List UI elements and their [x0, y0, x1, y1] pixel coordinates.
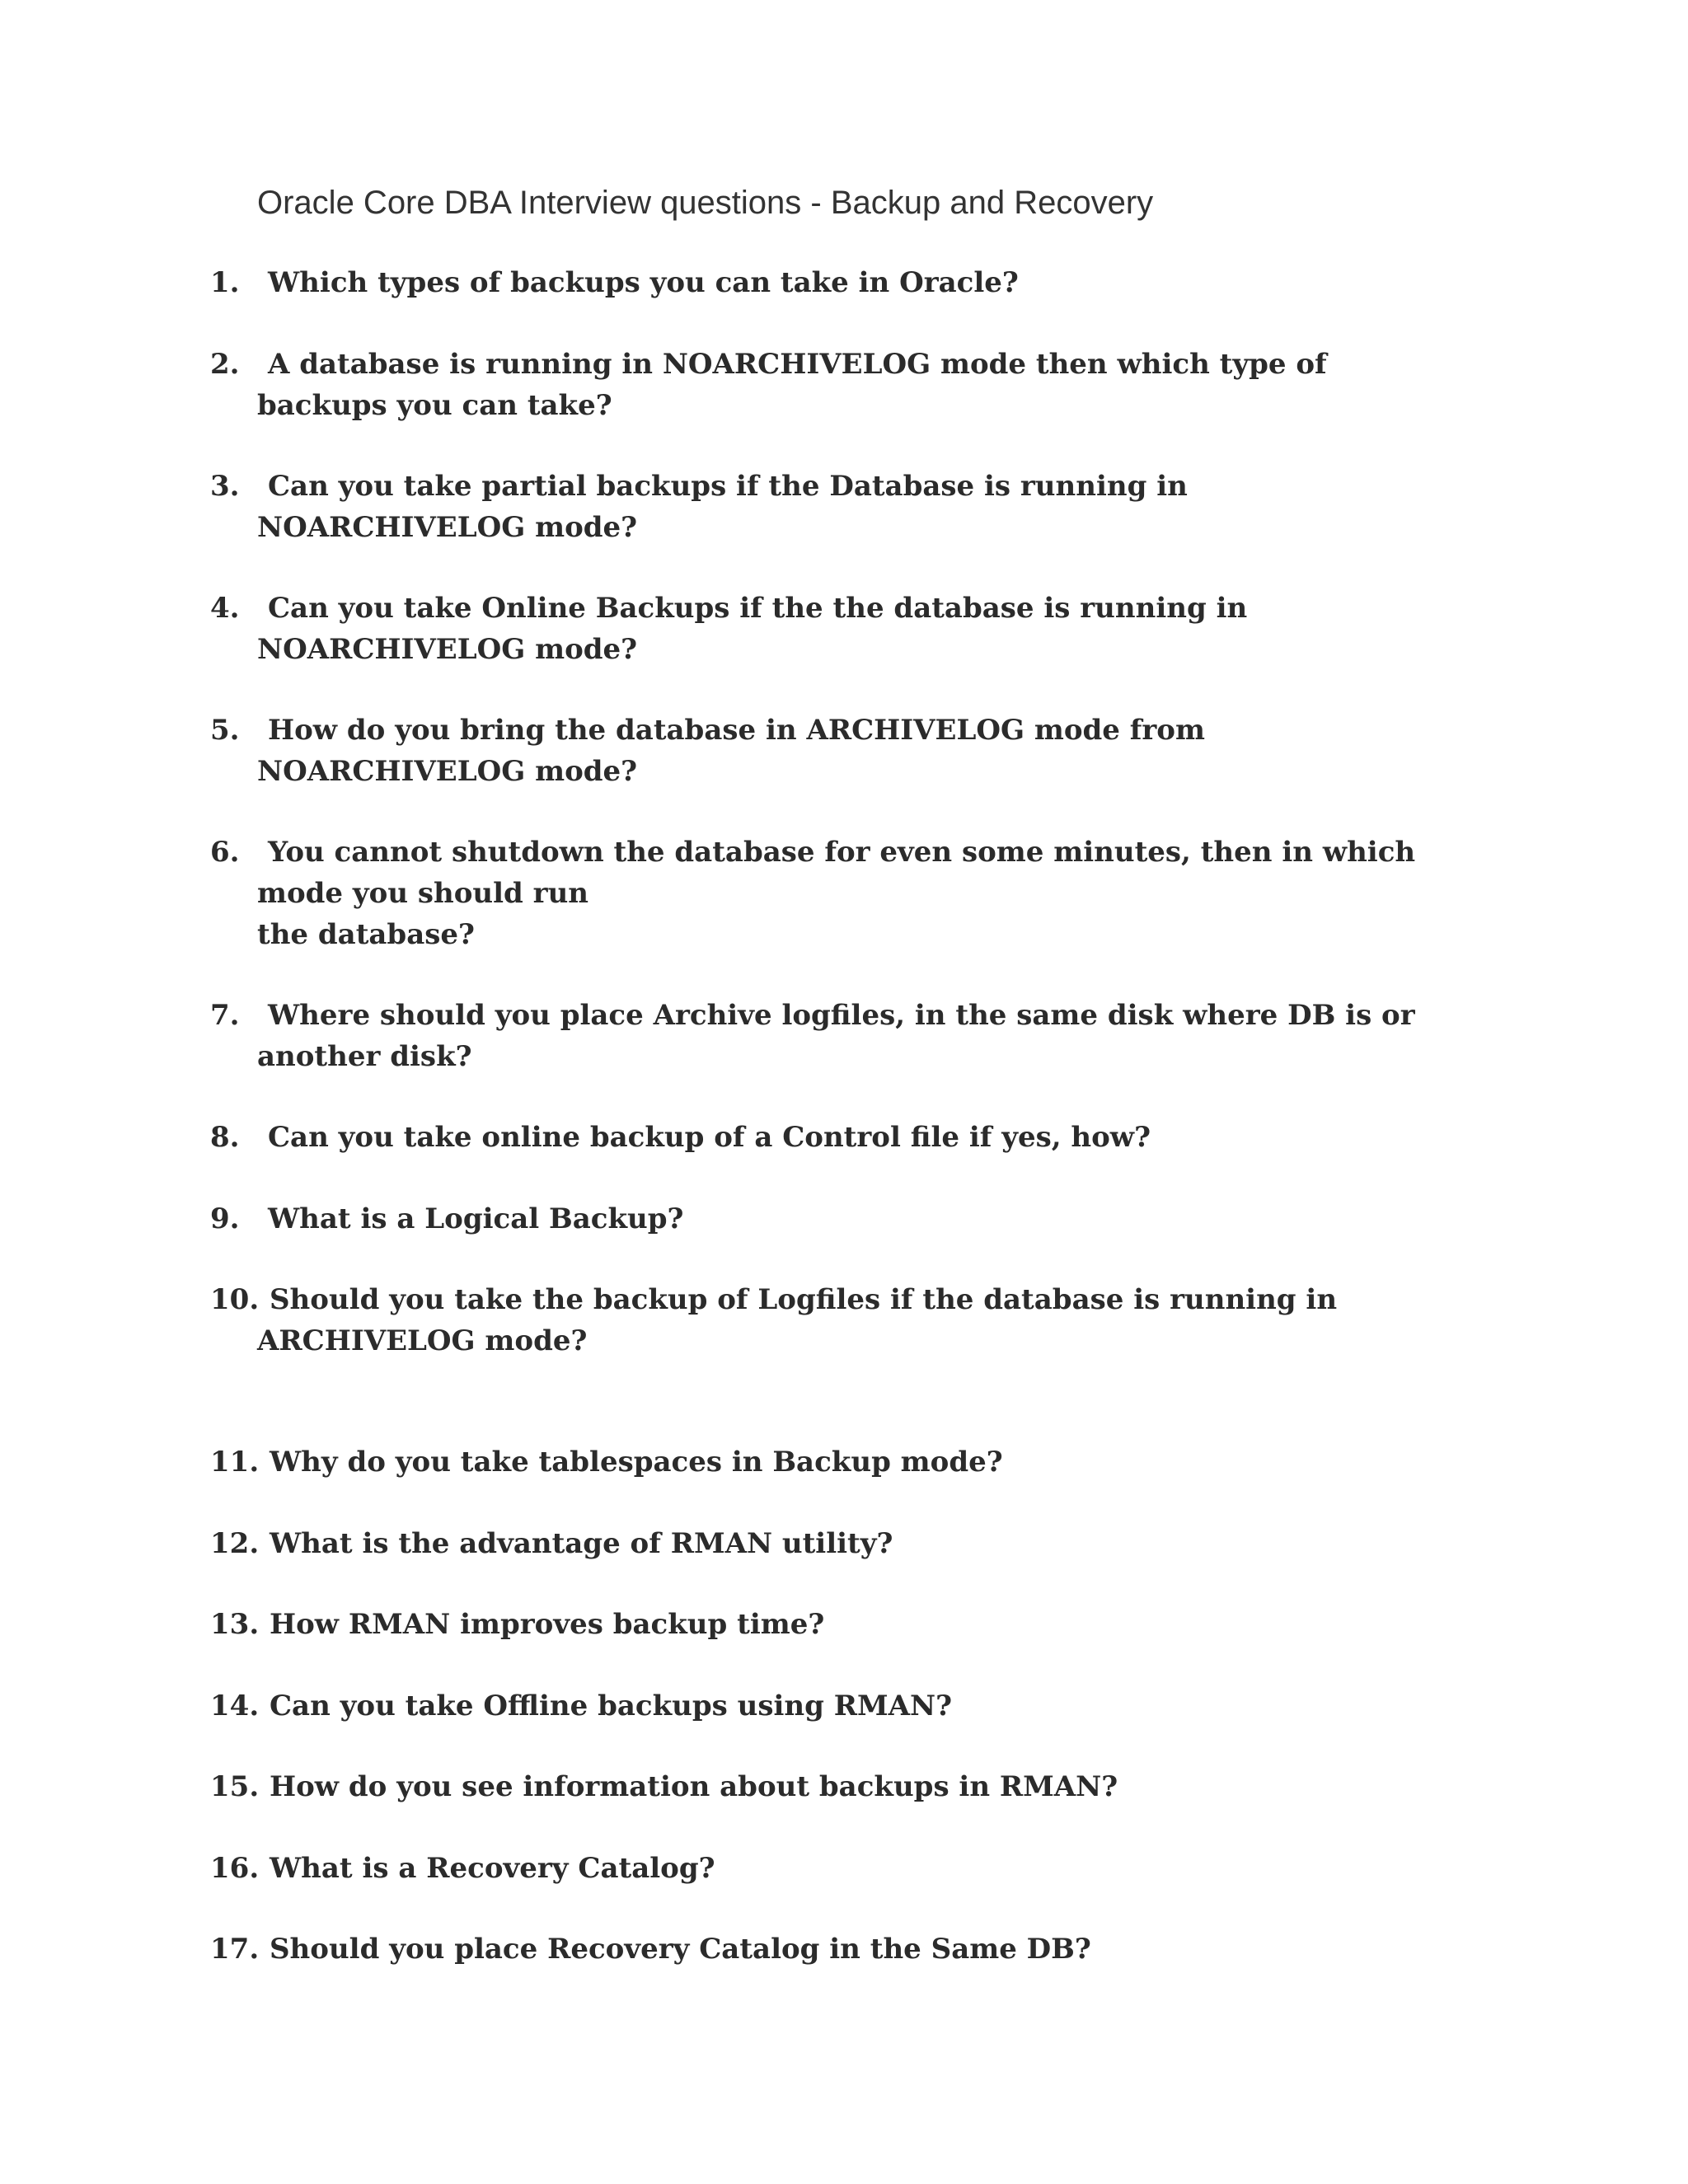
question-number: 13.: [210, 1608, 260, 1641]
question-item: [210, 588, 1247, 670]
question-number: 8.: [210, 1121, 240, 1154]
question-text: You cannot shutdown the database for even some minutes, then in which: [268, 836, 1416, 869]
question-item: [210, 1441, 1003, 1483]
question-number: 5.: [210, 714, 240, 747]
question-number: 7.: [210, 999, 240, 1032]
question-text: NOARCHIVELOG mode?: [257, 511, 638, 544]
question-text: ARCHIVELOG mode?: [257, 1324, 588, 1357]
question-text: What is a Logical Backup?: [268, 1202, 684, 1235]
question-item: [210, 466, 1188, 548]
question-text: Can you take partial backups if the Database is running in: [268, 470, 1188, 503]
question-text: backups you can take?: [257, 389, 612, 422]
page-title: Oracle Core DBA Interview questions - Backup and Recovery: [257, 185, 1154, 221]
question-number: 14.: [210, 1690, 260, 1722]
question-item: [210, 1198, 683, 1240]
question-text: NOARCHIVELOG mode?: [257, 755, 638, 788]
question-number: 11.: [210, 1446, 260, 1479]
question-number: 15.: [210, 1770, 260, 1803]
question-text: How do you see information about backups in RMAN?: [270, 1770, 1118, 1803]
question-item: [210, 262, 1019, 303]
question-number: 2.: [210, 348, 240, 381]
question-text: Should you place Recovery Catalog in the Same DB?: [270, 1933, 1091, 1966]
question-item: [210, 995, 1415, 1077]
question-number: 10.: [210, 1283, 260, 1316]
question-text: Can you take online backup of a Control file if yes, how?: [268, 1121, 1151, 1154]
question-text: Can you take Online Backups if the the database is running in: [268, 592, 1248, 625]
question-item: [210, 1604, 824, 1645]
question-text: How RMAN improves backup time?: [270, 1608, 825, 1641]
question-item: [210, 1766, 1118, 1807]
question-text: Should you take the backup of Logfiles if the database is running in: [270, 1283, 1338, 1316]
question-number: 1.: [210, 266, 240, 299]
question-item: [210, 344, 1327, 426]
question-number: 4.: [210, 592, 240, 625]
question-item: [210, 1685, 952, 1727]
question-number: 12.: [210, 1527, 260, 1560]
question-text: Why do you take tablespaces in Backup mode?: [270, 1446, 1003, 1479]
question-text: Which types of backups you can take in Oracle?: [268, 266, 1019, 299]
question-text: A database is running in NOARCHIVELOG mode then which type of: [268, 348, 1327, 381]
question-item: [210, 832, 1415, 955]
question-text: Can you take Offline backups using RMAN?: [270, 1690, 953, 1722]
question-text: Where should you place Archive logfiles, in the same disk where DB is or: [268, 999, 1415, 1032]
question-item: [210, 1848, 715, 1889]
question-item: [210, 710, 1205, 792]
question-text: How do you bring the database in ARCHIVELOG mode from: [268, 714, 1205, 747]
question-item: [210, 1117, 1151, 1158]
question-text: NOARCHIVELOG mode?: [257, 633, 638, 666]
question-number: 3.: [210, 470, 240, 503]
question-text: another disk?: [257, 1040, 472, 1073]
question-item: [210, 1279, 1337, 1361]
question-item: [210, 1929, 1091, 1970]
question-number: 17.: [210, 1933, 260, 1966]
question-text: mode you should run: [257, 877, 589, 910]
question-text: What is the advantage of RMAN utility?: [270, 1527, 893, 1560]
question-number: 9.: [210, 1202, 240, 1235]
question-item: [210, 1523, 893, 1564]
question-number: 6.: [210, 836, 240, 869]
question-text: the database?: [257, 918, 475, 951]
question-number: 16.: [210, 1852, 260, 1885]
question-text: What is a Recovery Catalog?: [270, 1852, 715, 1885]
